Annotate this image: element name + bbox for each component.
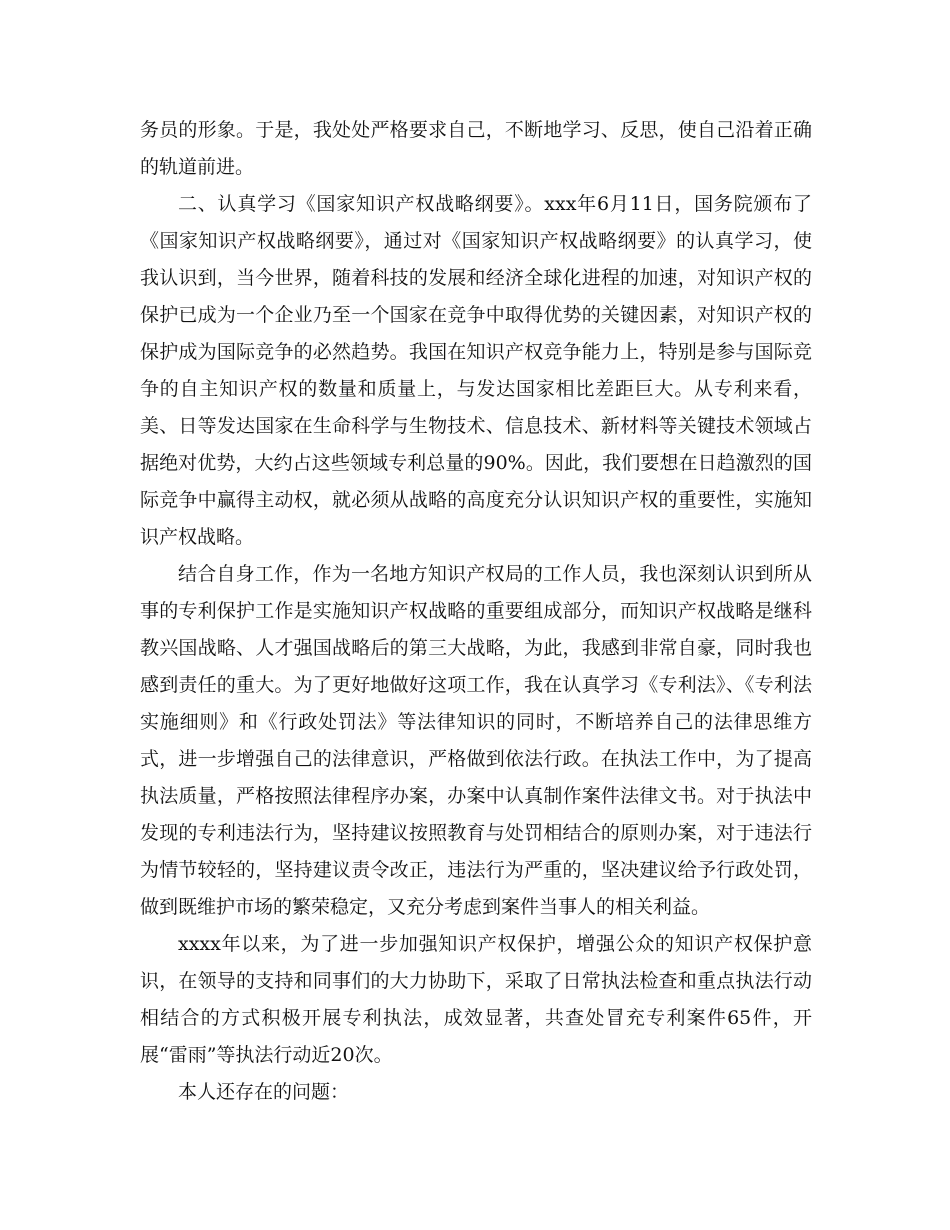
paragraph-own-work: 结合自身工作，作为一名地方知识产权局的工作人员，我也深刻认识到所从事的专利保护工作是实施知识产权战略的重要组成部分，而知识产权战略是继科教兴国战略、人才强国战略后的第三大战略，为此，我感到非常自豪，同时我也感到责任的重大。为了更好地做好这项工作，我在认真学习《专利法》、《专利法实施细则》和《行政处罚法》等法律知识的同时，不断培养自己的法律思维方式，进一步增强自己的法律意识，严格做到依法行政。在执法工作中，为了提高执法质量，严格按照法律程序办案，办案中认真制作案件法律文书。对于执法中发现的专利违法行为，坚持建议按照教育与处罚相结合的原则办案，对于违法行为情节较轻的，坚持建议责令改正，违法行为严重的，坚决建议给予行政处罚，做到既维护市场的繁荣稳定，又充分考虑到案件当事人的相关利益。: [140, 563, 812, 918]
paragraph-problems-heading: 本人还存在的问题：: [178, 1081, 350, 1103]
paragraph-strategy-outline: 二、认真学习《国家知识产权战略纲要》。xxx年6月11日，国务院颁布了《国家知识产权战略纲要》，通过对《国家知识产权战略纲要》的认真学习，使我认识到，当今世界，随着科技的发展和经济全球化进程的加速，对知识产权的保护已成为一个企业乃至一个国家在竞争中取得优势的关键因素，对知识产权的保护成为国际竞争的必然趋势。我国在知识产权竞争能力上，特别是参与国际竞争的自主知识产权的数量和质量上，与发达国家相比差距巨大。从专利来看，美、日等发达国家在生命科学与生物技术、信息技术、新材料等关键技术领域占据绝对优势，大约占这些领域专利总量的90%。因此，我们要想在日趋激烈的国际竞争中赢得主动权，就必须从战略的高度充分认识知识产权的重要性，实施知识产权战略。: [140, 193, 812, 548]
paragraph-continuation: 务员的形象。于是，我处处严格要求自己，不断地学习、反思，使自己沿着正确的轨道前进。: [140, 119, 812, 178]
paragraph-enforcement: xxxx年以来，为了进一步加强知识产权保护，增强公众的知识产权保护意识，在领导的支持和同事们的大力协助下，采取了日常执法检查和重点执法行动相结合的方式积极开展专利执法，成效显著，共查处冒充专利案件65件，开展“雷雨”等执法行动近20次。: [140, 933, 812, 1066]
document-body: [140, 112, 812, 1111]
